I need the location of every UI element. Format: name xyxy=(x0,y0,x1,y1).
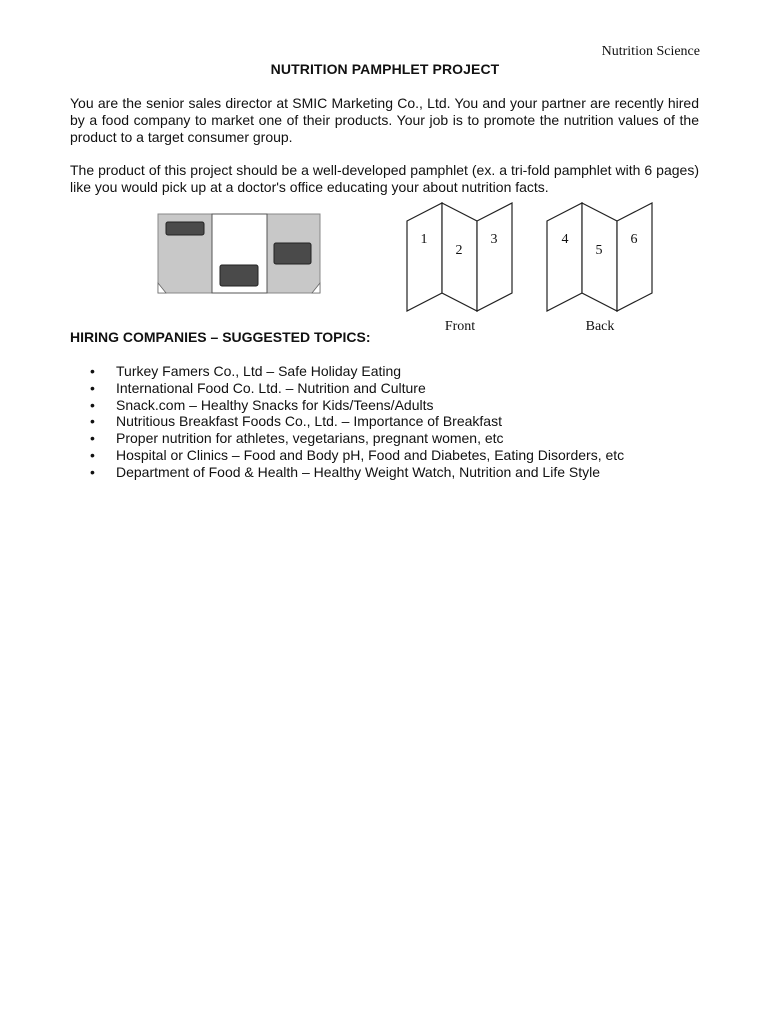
list-item: • Turkey Famers Co., Ltd – Safe Holiday Eating xyxy=(70,363,624,380)
topics-heading: HIRING COMPANIES – SUGGESTED TOPICS: xyxy=(70,329,371,345)
topics-list xyxy=(70,363,624,481)
front-panel-2: 2 xyxy=(455,243,463,258)
back-panel-4: 4 xyxy=(561,232,569,247)
intro-paragraph: You are the senior sales director at SMIC Marketing Co., Ltd. You and your partner are recently hired by a food company to market one of their products. Your job is to promote the nutrition values of the product to a target consumer group. xyxy=(70,95,699,145)
product-paragraph: The product of this project should be a well-developed pamphlet (ex. a tri-fold pamphlet with 6 pages) like you would pick up at a doctor's office educating your about nutrition facts. xyxy=(70,162,699,195)
front-panel-1: 1 xyxy=(420,232,428,247)
back-panel-5: 5 xyxy=(595,243,603,258)
list-item: • International Food Co. Ltd. – Nutrition and Culture xyxy=(70,380,624,397)
list-item: • Nutritious Breakfast Foods Co., Ltd. – Importance of Breakfast xyxy=(70,413,624,430)
back-label: Back xyxy=(585,319,615,334)
front-panel-3: 3 xyxy=(490,232,498,247)
list-item: • Hospital or Clinics – Food and Body pH, Food and Diabetes, Eating Disorders, etc xyxy=(70,447,624,464)
back-panel-6: 6 xyxy=(630,232,638,247)
pamphlet-illustration xyxy=(158,214,320,293)
course-name: Nutrition Science xyxy=(601,44,700,59)
list-item: • Department of Food & Health – Healthy Weight Watch, Nutrition and Life Style xyxy=(70,464,624,481)
list-item: • Snack.com – Healthy Snacks for Kids/Teens/Adults xyxy=(70,397,624,414)
front-label: Front xyxy=(444,319,476,334)
page-title: NUTRITION PAMPHLET PROJECT xyxy=(270,61,500,77)
list-item: • Proper nutrition for athletes, vegetarians, pregnant women, etc xyxy=(70,430,624,447)
pamphlet-figure xyxy=(0,200,770,340)
